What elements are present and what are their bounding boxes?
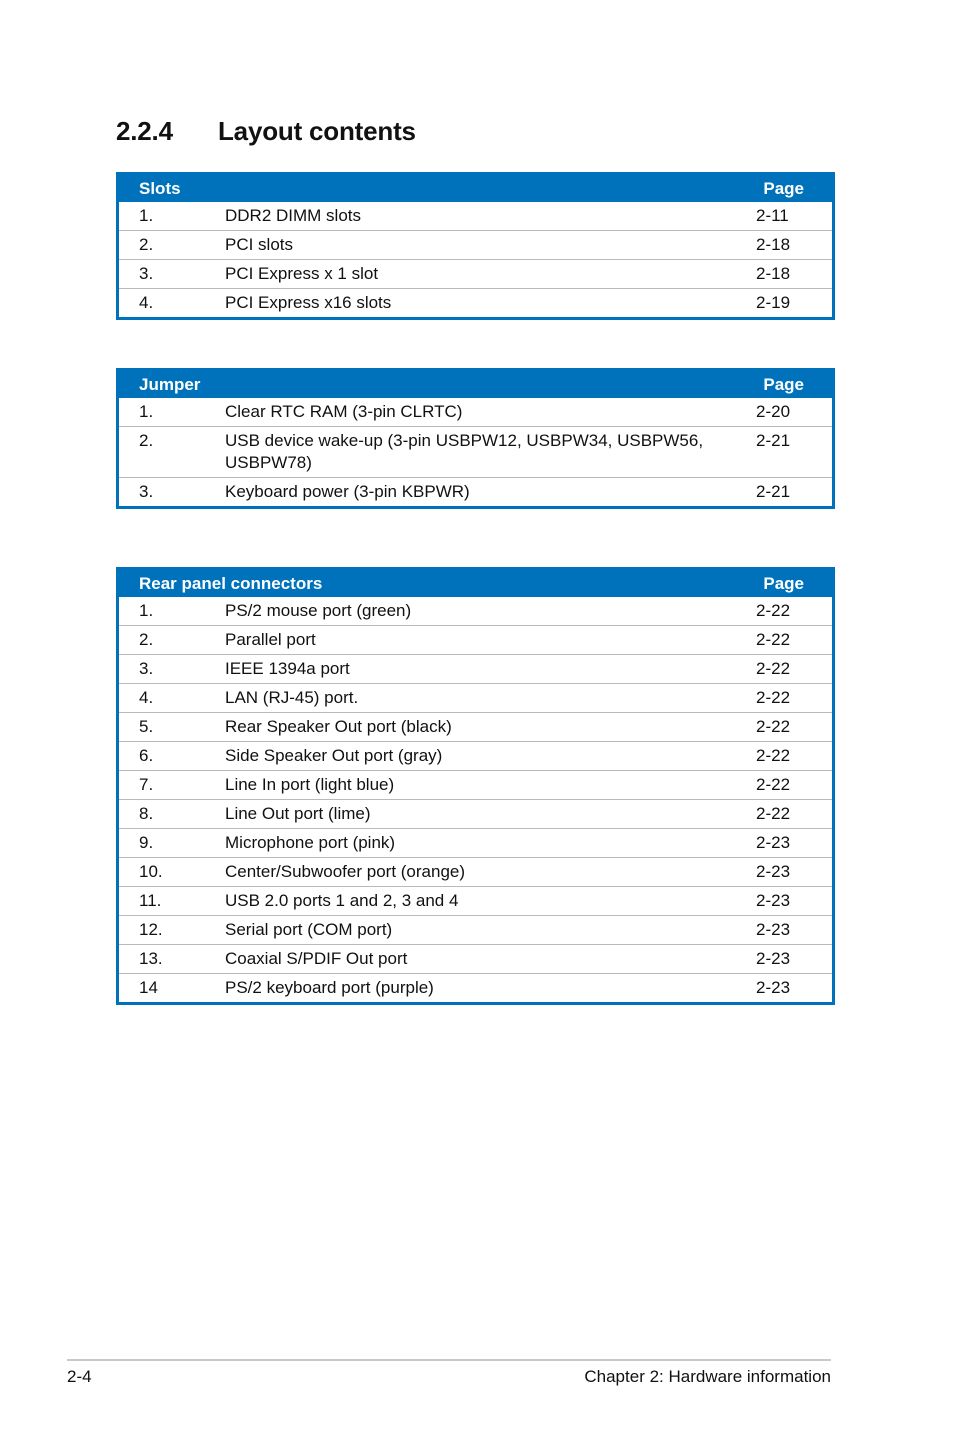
row-description: Clear RTC RAM (3-pin CLRTC) <box>225 402 463 421</box>
table-row <box>119 973 832 1002</box>
table-row <box>119 915 832 944</box>
row-page: 2-23 <box>756 891 791 910</box>
table-row <box>119 477 832 506</box>
row-number: 14 <box>139 978 158 997</box>
row-description: Center/Subwoofer port (orange) <box>225 862 466 881</box>
row-page: 2-23 <box>756 978 791 997</box>
table-row <box>119 799 832 828</box>
row-description: DDR2 DIMM slots <box>225 206 362 225</box>
table-row <box>119 288 832 317</box>
row-page: 2-18 <box>756 264 791 283</box>
row-number: 2. <box>139 630 154 649</box>
row-page: 2-19 <box>756 293 791 312</box>
row-page: 2-21 <box>756 431 791 450</box>
row-description: PCI slots <box>225 235 294 254</box>
footer-page-number: 2-4 <box>67 1367 92 1386</box>
table-row <box>119 398 832 426</box>
row-number: 3. <box>139 659 154 678</box>
row-page: 2-22 <box>756 775 791 794</box>
table-row <box>119 202 832 230</box>
table-row <box>119 230 832 259</box>
row-description: Coaxial S/PDIF Out port <box>225 949 408 968</box>
table-header <box>119 570 832 597</box>
row-description: PS/2 keyboard port (purple) <box>225 978 434 997</box>
row-description: Keyboard power (3-pin KBPWR) <box>225 482 470 501</box>
row-page: 2-23 <box>756 833 791 852</box>
row-description: PS/2 mouse port (green) <box>225 601 412 620</box>
footer-chapter-title: Chapter 2: Hardware information <box>584 1367 831 1386</box>
row-description: IEEE 1394a port <box>225 659 350 678</box>
section-number: 2.2.4 <box>116 116 173 146</box>
row-number: 2. <box>139 235 154 254</box>
row-number: 11. <box>139 891 162 910</box>
row-description: Parallel port <box>225 630 316 649</box>
row-page: 2-20 <box>756 402 791 421</box>
section-heading <box>116 116 416 147</box>
table-header-title: Rear panel connectors <box>139 574 323 593</box>
table-header-title: Jumper <box>139 375 201 394</box>
row-description: Microphone port (pink) <box>225 833 396 852</box>
table-row <box>119 857 832 886</box>
row-number: 4. <box>139 688 154 707</box>
row-description: Line In port (light blue) <box>225 775 395 794</box>
table-header-title: Slots <box>139 179 181 198</box>
row-number: 7. <box>139 775 154 794</box>
table-header-page: Page <box>763 179 804 198</box>
row-description: USB 2.0 ports 1 and 2, 3 and 4 <box>225 891 459 910</box>
row-description: Rear Speaker Out port (black) <box>225 717 452 736</box>
row-description: LAN (RJ-45) port. <box>225 688 359 707</box>
row-page: 2-22 <box>756 746 791 765</box>
row-page: 2-23 <box>756 949 791 968</box>
row-number: 8. <box>139 804 154 823</box>
row-number: 1. <box>139 402 154 421</box>
row-description: Line Out port (lime) <box>225 804 371 823</box>
table-row <box>119 944 832 973</box>
row-page: 2-21 <box>756 482 791 501</box>
row-page: 2-22 <box>756 630 791 649</box>
table-row <box>119 654 832 683</box>
row-number: 6. <box>139 746 154 765</box>
table-row <box>119 741 832 770</box>
row-page: 2-22 <box>756 804 791 823</box>
table-row <box>119 828 832 857</box>
row-page: 2-23 <box>756 862 791 881</box>
table-header <box>119 175 832 202</box>
row-number: 4. <box>139 293 154 312</box>
table-row <box>119 886 832 915</box>
row-page: 2-23 <box>756 920 791 939</box>
row-number: 3. <box>139 482 154 501</box>
footer-divider <box>67 1359 831 1361</box>
jumper-table <box>116 368 835 509</box>
row-description: Side Speaker Out port (gray) <box>225 746 443 765</box>
row-page: 2-11 <box>756 206 789 225</box>
row-number: 5. <box>139 717 154 736</box>
row-number: 2. <box>139 431 154 450</box>
row-description: USB device wake-up (3-pin USBPW12, USBPW34, USBPW56, USBPW78) <box>225 431 704 472</box>
table-row <box>119 770 832 799</box>
row-description: PCI Express x 1 slot <box>225 264 379 283</box>
row-page: 2-22 <box>756 688 791 707</box>
row-number: 13. <box>139 949 163 968</box>
row-page: 2-18 <box>756 235 791 254</box>
row-page: 2-22 <box>756 659 791 678</box>
table-row <box>119 712 832 741</box>
row-number: 10. <box>139 862 163 881</box>
slots-table <box>116 172 835 320</box>
table-header-page: Page <box>763 574 804 593</box>
row-number: 1. <box>139 601 154 620</box>
table-header-page: Page <box>763 375 804 394</box>
row-description: Serial port (COM port) <box>225 920 393 939</box>
row-number: 9. <box>139 833 154 852</box>
row-page: 2-22 <box>756 601 791 620</box>
section-title: Layout contents <box>218 116 416 146</box>
table-row <box>119 597 832 625</box>
row-number: 3. <box>139 264 154 283</box>
row-page: 2-22 <box>756 717 791 736</box>
table-row <box>119 683 832 712</box>
table-row <box>119 259 832 288</box>
table-row <box>119 625 832 654</box>
table-header <box>119 371 832 398</box>
row-number: 1. <box>139 206 154 225</box>
row-number: 12. <box>139 920 163 939</box>
table-row <box>119 426 832 477</box>
row-description: PCI Express x16 slots <box>225 293 392 312</box>
rear-panel-connectors-table <box>116 567 835 1005</box>
